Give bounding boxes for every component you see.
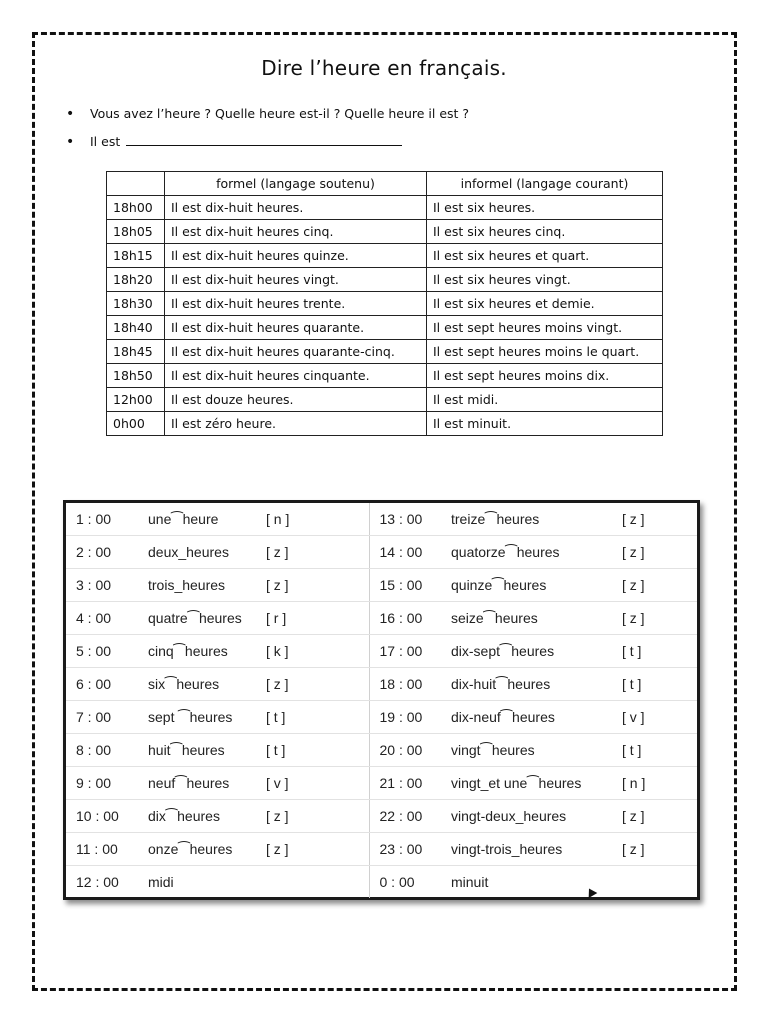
table-row: [107, 220, 663, 244]
bullet-il-est-text: Il est: [90, 134, 121, 149]
liaison-sound-cell: [ z ]: [256, 536, 369, 569]
table-row: [66, 833, 697, 866]
page-title: Dire l’heure en français.: [261, 56, 507, 80]
table-row: [66, 734, 697, 767]
formel-cell: Il est zéro heure.: [165, 412, 427, 436]
table-row: [66, 635, 697, 668]
bullet-questions: [66, 104, 469, 132]
table-row: [107, 340, 663, 364]
liaison-word-cell: minuit: [451, 874, 489, 890]
hour-cell: 13 : 00: [369, 503, 439, 536]
time-cell: 18h05: [107, 220, 165, 244]
liaison-word-cell: sept ⁀heures: [136, 701, 256, 734]
table-row: [107, 364, 663, 388]
formel-cell: Il est dix-huit heures cinquante.: [165, 364, 427, 388]
hour-cell: 14 : 00: [369, 536, 439, 569]
header-informel: informel (langage courant): [427, 172, 663, 196]
time-cell: 18h15: [107, 244, 165, 268]
liaison-word-cell: une⁀heure: [136, 503, 256, 536]
informel-cell: Il est sept heures moins vingt.: [427, 316, 663, 340]
liaison-sound-cell: [256, 866, 369, 899]
hour-cell: 8 : 00: [66, 734, 136, 767]
table-row: [66, 569, 697, 602]
hour-cell: 0 : 00: [369, 866, 439, 899]
liaison-sound-cell: [ n ]: [612, 767, 697, 800]
liaison-word-cell: six⁀heures: [136, 668, 256, 701]
table-row: [107, 412, 663, 436]
liaison-sound-cell: [ z ]: [256, 833, 369, 866]
hour-cell: 3 : 00: [66, 569, 136, 602]
liaison-sound-cell: [ z ]: [256, 668, 369, 701]
hour-cell: 23 : 00: [369, 833, 439, 866]
liaison-word-cell: deux_heures: [136, 536, 256, 569]
hour-cell: 4 : 00: [66, 602, 136, 635]
liaison-sound-cell: [ v ]: [256, 767, 369, 800]
liaison-word-cell: vingt-deux_heures: [439, 800, 612, 833]
formel-cell: Il est douze heures.: [165, 388, 427, 412]
hour-cell: 5 : 00: [66, 635, 136, 668]
table-row: [107, 268, 663, 292]
header-formel: formel (langage soutenu): [165, 172, 427, 196]
informel-cell: Il est six heures et demie.: [427, 292, 663, 316]
table-header-row: [107, 172, 663, 196]
question-bullet-list: [66, 104, 469, 160]
hour-cell: 22 : 00: [369, 800, 439, 833]
hour-cell: 7 : 00: [66, 701, 136, 734]
liaison-word-cell: quatre⁀heures: [136, 602, 256, 635]
table-row: [107, 316, 663, 340]
hour-cell: 1 : 00: [66, 503, 136, 536]
hour-cell: 11 : 00: [66, 833, 136, 866]
table-row: [66, 800, 697, 833]
time-cell: 0h00: [107, 412, 165, 436]
table-row: [107, 388, 663, 412]
hour-cell: 16 : 00: [369, 602, 439, 635]
liaison-word-cell: dix-huit⁀heures: [439, 668, 612, 701]
liaison-sound-cell: [ t ]: [256, 734, 369, 767]
informel-cell: Il est sept heures moins dix.: [427, 364, 663, 388]
header-time: [107, 172, 165, 196]
liaison-sound-cell: [ t ]: [612, 668, 697, 701]
formal-informal-table: [106, 171, 663, 436]
liaison-sound-cell: [ z ]: [256, 569, 369, 602]
hour-cell: 2 : 00: [66, 536, 136, 569]
table-row: [66, 503, 697, 536]
liaison-word-cell: midi: [148, 874, 174, 890]
time-cell: 18h50: [107, 364, 165, 388]
liaison-sound-cell: [ r ]: [256, 602, 369, 635]
table-row: [66, 866, 697, 899]
informel-cell: Il est six heures cinq.: [427, 220, 663, 244]
pronunciation-table-box: [63, 500, 700, 900]
hour-cell: 10 : 00: [66, 800, 136, 833]
pronunciation-table: [66, 503, 697, 898]
informel-cell: Il est six heures et quart.: [427, 244, 663, 268]
time-cell: 18h40: [107, 316, 165, 340]
table-row: [66, 701, 697, 734]
liaison-word-cell: vingt_et une⁀heures: [439, 767, 612, 800]
time-cell: 18h30: [107, 292, 165, 316]
liaison-word-cell: huit⁀heures: [136, 734, 256, 767]
liaison-word-cell: vingt⁀heures: [439, 734, 612, 767]
liaison-word-cell: treize⁀heures: [439, 503, 612, 536]
liaison-sound-cell: [ z ]: [256, 800, 369, 833]
liaison-word-cell: quatorze⁀heures: [439, 536, 612, 569]
liaison-word-cell: dix-sept⁀heures: [439, 635, 612, 668]
liaison-word-cell: dix⁀heures: [136, 800, 256, 833]
informel-cell: Il est six heures vingt.: [427, 268, 663, 292]
formal-informal-table-body: [107, 196, 663, 436]
hour-cell: 9 : 00: [66, 767, 136, 800]
hour-cell: 6 : 00: [66, 668, 136, 701]
formel-cell: Il est dix-huit heures quarante-cinq.: [165, 340, 427, 364]
hour-cell: 20 : 00: [369, 734, 439, 767]
table-row: [66, 767, 697, 800]
liaison-word-cell: quinze⁀heures: [439, 569, 612, 602]
liaison-word-cell: dix-neuf⁀heures: [439, 701, 612, 734]
hour-cell: 19 : 00: [369, 701, 439, 734]
liaison-sound-cell: [ v ]: [612, 701, 697, 734]
table-row: [107, 292, 663, 316]
liaison-sound-cell: [612, 866, 697, 899]
formel-cell: Il est dix-huit heures trente.: [165, 292, 427, 316]
liaison-word-cell: onze⁀heures: [136, 833, 256, 866]
hour-cell: 15 : 00: [369, 569, 439, 602]
time-cell: 12h00: [107, 388, 165, 412]
liaison-word-cell: seize⁀heures: [439, 602, 612, 635]
formel-cell: Il est dix-huit heures.: [165, 196, 427, 220]
formel-cell: Il est dix-huit heures cinq.: [165, 220, 427, 244]
pronunciation-table-body: [66, 503, 697, 898]
liaison-sound-cell: [ z ]: [612, 536, 697, 569]
liaison-sound-cell: [ z ]: [612, 833, 697, 866]
informel-cell: Il est midi.: [427, 388, 663, 412]
time-cell: 18h20: [107, 268, 165, 292]
time-cell: 18h00: [107, 196, 165, 220]
liaison-word-cell: neuf⁀heures: [136, 767, 256, 800]
liaison-sound-cell: [ t ]: [612, 734, 697, 767]
liaison-sound-cell: [ t ]: [612, 635, 697, 668]
table-row: [107, 196, 663, 220]
table-row: [107, 244, 663, 268]
liaison-sound-cell: [ n ]: [256, 503, 369, 536]
formel-cell: Il est dix-huit heures vingt.: [165, 268, 427, 292]
hour-cell: 12 : 00: [76, 874, 119, 890]
liaison-sound-cell: [ z ]: [612, 602, 697, 635]
table-row: [66, 668, 697, 701]
formel-cell: Il est dix-huit heures quinze.: [165, 244, 427, 268]
hour-cell: 17 : 00: [369, 635, 439, 668]
liaison-sound-cell: [ z ]: [612, 800, 697, 833]
table-row: [66, 602, 697, 635]
liaison-word-cell: vingt-trois_heures: [439, 833, 612, 866]
hour-cell: 18 : 00: [369, 668, 439, 701]
liaison-sound-cell: [ k ]: [256, 635, 369, 668]
answer-blank-line: [126, 133, 402, 146]
table-row: [66, 536, 697, 569]
liaison-word-cell: trois_heures: [136, 569, 256, 602]
liaison-sound-cell: [ z ]: [612, 569, 697, 602]
informel-cell: Il est sept heures moins le quart.: [427, 340, 663, 364]
bullet-questions-text: Vous avez l’heure ? Quelle heure est-il ? Quelle heure il est ?: [90, 106, 470, 121]
bullet-il-est: [66, 132, 469, 160]
liaison-sound-cell: [ z ]: [612, 503, 697, 536]
informel-cell: Il est six heures.: [427, 196, 663, 220]
liaison-sound-cell: [ t ]: [256, 701, 369, 734]
hour-cell: 21 : 00: [369, 767, 439, 800]
liaison-word-cell: cinq⁀heures: [136, 635, 256, 668]
formel-cell: Il est dix-huit heures quarante.: [165, 316, 427, 340]
informel-cell: Il est minuit.: [427, 412, 663, 436]
time-cell: 18h45: [107, 340, 165, 364]
